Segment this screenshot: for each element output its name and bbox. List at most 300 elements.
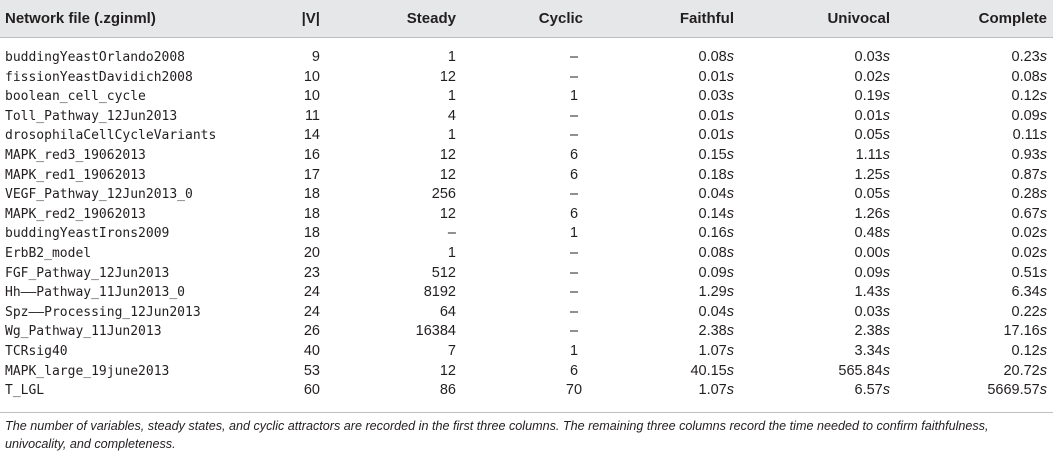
cell-univocal (855, 69, 890, 85)
cell-network-file: Wg_Pathway_11Jun2013 (5, 324, 162, 340)
time-unit: s (882, 382, 890, 399)
cell-cyclic-value: – (569, 284, 579, 301)
cell-cyclic-value: 6 (569, 362, 579, 379)
cell-v-value: 11 (304, 107, 320, 124)
cell-cyclic-value: 1 (569, 225, 579, 242)
cell-univocal (855, 265, 890, 281)
cell-network-file: buddingYeastOrlando2008 (5, 50, 186, 65)
cell-v (304, 265, 320, 281)
cell-steady-value: 1 (447, 88, 456, 105)
time-unit: s (1039, 362, 1047, 379)
cell-complete (1012, 245, 1047, 261)
time-unit: s (726, 362, 734, 379)
time-unit: s (1039, 382, 1047, 399)
cell-network-file: buddingYeastIrons2009 (5, 226, 170, 242)
cell-steady (448, 127, 456, 143)
table-row (0, 303, 1053, 323)
cell-univocal-value: 0.48 (854, 225, 883, 242)
cell-steady (448, 88, 456, 104)
time-unit: s (726, 107, 734, 124)
cell-complete-value: 5669.57 (987, 382, 1040, 399)
cell-v-value: 26 (303, 323, 320, 340)
table-row (0, 224, 1053, 244)
cell-network-file: T_LGL (5, 383, 45, 399)
time-unit: s (882, 107, 890, 124)
cell-steady-value: 1 (447, 127, 456, 144)
time-unit: s (1039, 147, 1047, 163)
cell-steady-value: 12 (439, 166, 456, 183)
cell-univocal (855, 49, 890, 65)
time-unit: s (1039, 245, 1047, 261)
cell-univocal (855, 382, 890, 398)
time-unit: s (1039, 205, 1047, 222)
header-univocal: Univocal (827, 10, 890, 27)
cell-steady (416, 323, 456, 339)
cell-complete-value: 0.08 (1011, 68, 1040, 85)
table-row (0, 107, 1053, 127)
cell-univocal-value: 1.43 (854, 284, 883, 301)
time-unit: s (882, 49, 890, 65)
cell-faithful-value: 1.29 (698, 284, 727, 301)
time-unit: s (882, 303, 890, 320)
cell-univocal-value: 1.25 (854, 166, 883, 183)
cell-complete-value: 0.02 (1011, 245, 1040, 261)
cell-v (304, 304, 320, 320)
time-unit: s (882, 147, 890, 163)
table-row (0, 87, 1053, 107)
cell-univocal (855, 304, 890, 320)
cell-steady-value: 7 (447, 343, 456, 359)
time-unit: s (882, 166, 890, 183)
cell-complete-value: 0.28 (1011, 186, 1040, 203)
cell-complete-value: 0.87 (1011, 166, 1040, 183)
cell-univocal (855, 127, 890, 143)
cell-univocal-value: 0.05 (854, 186, 883, 203)
cell-faithful-value: 40.15 (690, 362, 727, 379)
cell-faithful (699, 49, 734, 65)
cell-univocal-value: 6.57 (854, 382, 883, 399)
cell-network-file: VEGF_Pathway_12Jun2013_0 (5, 187, 193, 203)
cell-network-file: MAPK_large_19june2013 (5, 363, 170, 379)
cell-faithful (699, 147, 734, 163)
cell-steady (440, 69, 456, 85)
cell-v-value: 10 (303, 88, 320, 105)
cell-complete (1012, 167, 1047, 183)
cell-cyclic-value: 70 (565, 382, 583, 399)
cell-univocal (856, 147, 890, 163)
time-unit: s (726, 382, 734, 399)
cell-v (304, 363, 320, 379)
cell-univocal (855, 108, 890, 124)
time-unit: s (882, 68, 890, 85)
cell-v (304, 284, 320, 300)
cell-network-file: FGF_Pathway_12Jun2013 (5, 265, 170, 281)
cell-complete-value: 0.93 (1011, 147, 1040, 163)
cell-network-file: Spz——Processing_12Jun2013 (5, 304, 201, 320)
time-unit: s (726, 245, 734, 261)
time-unit: s (726, 264, 734, 281)
cell-complete (1012, 186, 1047, 202)
cell-network-file: Toll_Pathway_12Jun2013 (5, 108, 178, 124)
table-header (0, 0, 1053, 37)
cell-complete-value: 0.67 (1011, 205, 1040, 222)
time-unit: s (726, 303, 734, 320)
cell-steady (448, 49, 456, 65)
cell-faithful-value: 0.01 (698, 107, 727, 124)
cell-cyclic-value: – (569, 186, 579, 203)
cell-cyclic-value: – (569, 107, 579, 124)
time-unit: s (726, 205, 734, 222)
cell-univocal-value: 3.34 (854, 343, 883, 359)
cell-v-value: 18 (303, 186, 320, 203)
cell-complete-value: 0.02 (1011, 225, 1040, 242)
cell-network-file: drosophilaCellCycleVariants (5, 128, 217, 144)
cell-faithful-value: 0.09 (698, 264, 727, 281)
time-unit: s (882, 362, 890, 379)
cell-cyclic (556, 245, 592, 261)
time-unit: s (726, 166, 734, 183)
table-row (0, 362, 1053, 382)
cell-univocal-value: 0.03 (854, 303, 883, 320)
cell-cyclic-value: – (569, 127, 579, 144)
cell-steady-value: 4 (447, 107, 456, 124)
cell-v (305, 108, 320, 124)
cell-faithful (699, 245, 734, 261)
cell-network-file: MAPK_red3_19062013 (5, 148, 146, 163)
cell-complete (1012, 225, 1047, 241)
cell-v (304, 186, 320, 202)
cell-univocal (855, 186, 890, 202)
cell-faithful-value: 0.08 (698, 245, 727, 261)
time-unit: s (726, 68, 734, 85)
cell-univocal-value: 0.09 (854, 264, 883, 281)
cell-cyclic (556, 69, 592, 85)
time-unit: s (882, 343, 890, 359)
time-unit: s (1039, 166, 1047, 183)
time-unit: s (882, 225, 890, 242)
table-row (0, 264, 1053, 284)
cell-steady-value: 12 (439, 362, 456, 379)
cell-v-value: 18 (303, 225, 320, 242)
table-row (0, 68, 1053, 88)
time-unit: s (726, 88, 734, 105)
cell-v-value: 60 (303, 382, 320, 399)
cell-steady-value: 1 (447, 49, 456, 65)
cell-network-file: TCRsig40 (5, 344, 68, 359)
header-faithful: Faithful (679, 10, 734, 27)
cell-steady (440, 304, 456, 320)
cell-complete-value: 0.23 (1011, 49, 1040, 65)
cell-univocal (855, 343, 890, 359)
table-row (0, 322, 1053, 342)
cell-faithful-value: 0.14 (698, 205, 727, 222)
time-unit: s (1039, 284, 1047, 301)
cell-v (304, 382, 320, 398)
cell-v-value: 17 (303, 166, 320, 183)
cell-complete (1012, 343, 1047, 359)
cell-steady-value: 86 (439, 382, 456, 399)
cell-cyclic-value: – (569, 264, 579, 281)
cell-complete (1003, 323, 1047, 339)
cell-univocal-value: 1.26 (854, 205, 883, 222)
cell-v-value: 24 (303, 284, 320, 301)
table-caption: The number of variables, steady states, and cyclic attractors are recorded in the first three columns. The remaining three columns record the time needed to confirm faithfulness, univocality, and completeness. (5, 419, 989, 451)
bottom-rule (0, 412, 1053, 413)
cell-network-file: MAPK_red1_19062013 (5, 167, 146, 183)
cell-cyclic-value: 1 (569, 88, 579, 105)
cell-univocal-value: 0.02 (854, 68, 883, 85)
cell-v-value: 9 (311, 49, 320, 65)
cell-faithful (699, 206, 734, 222)
cell-faithful (699, 382, 734, 398)
time-unit: s (1039, 68, 1047, 85)
cell-cyclic-value: – (569, 303, 579, 320)
cell-univocal-value: 1.11 (855, 147, 883, 163)
cell-faithful-value: 1.07 (698, 343, 727, 359)
header-steady: Steady (406, 10, 456, 27)
cell-complete (1012, 49, 1047, 65)
cell-steady (440, 147, 456, 163)
cell-univocal (855, 206, 890, 222)
cell-faithful-value: 0.01 (698, 68, 727, 85)
table-row (0, 146, 1053, 166)
time-unit: s (726, 284, 734, 301)
cell-faithful (699, 108, 734, 124)
cell-cyclic (556, 49, 592, 65)
table-row (0, 185, 1053, 205)
cell-complete (1013, 127, 1047, 143)
table-row (0, 342, 1053, 362)
time-unit: s (726, 147, 734, 163)
table-row (0, 166, 1053, 186)
cell-v (304, 69, 320, 85)
cell-v (304, 323, 320, 339)
cell-univocal-value: 0.03 (854, 49, 883, 65)
cell-faithful (699, 284, 734, 300)
cell-network-file: ErbB2_model (5, 246, 92, 261)
cell-steady-value: 1 (447, 245, 456, 261)
time-unit: s (1039, 323, 1047, 340)
cell-v (312, 49, 320, 65)
cell-univocal-value: 0.05 (854, 127, 883, 144)
cell-steady (424, 284, 456, 300)
cell-v (304, 147, 320, 163)
cell-complete (1012, 284, 1047, 300)
cell-univocal-value: 0.00 (854, 245, 883, 261)
cell-v-value: 53 (303, 362, 320, 379)
time-unit: s (882, 284, 890, 301)
cell-univocal-value: 565.84 (838, 362, 883, 379)
cell-complete (1012, 108, 1047, 124)
time-unit: s (1039, 303, 1047, 320)
cell-v (304, 206, 320, 222)
table-row (0, 126, 1053, 146)
cell-faithful-value: 1.07 (698, 382, 727, 399)
cell-complete-value: 0.51 (1011, 264, 1040, 281)
header-complete: Complete (978, 10, 1047, 27)
cell-cyclic (556, 127, 592, 143)
cell-cyclic-value: 1 (569, 343, 579, 359)
cell-cyclic (556, 382, 592, 398)
cell-faithful (699, 225, 734, 241)
cell-complete (1012, 147, 1047, 163)
time-unit: s (1039, 127, 1047, 144)
cell-univocal (855, 88, 890, 104)
time-unit: s (882, 245, 890, 261)
cell-complete (1012, 265, 1047, 281)
cell-steady (432, 186, 456, 202)
cell-cyclic (556, 323, 592, 339)
cell-faithful (699, 323, 734, 339)
cell-steady-value: 512 (431, 264, 456, 281)
cell-faithful-value: 0.08 (698, 49, 727, 65)
cell-faithful (699, 304, 734, 320)
time-unit: s (726, 127, 734, 144)
cell-cyclic (556, 343, 592, 359)
cell-cyclic-value: 6 (569, 147, 579, 163)
cell-steady (440, 382, 456, 398)
cell-cyclic (556, 88, 592, 104)
cell-complete-value: 0.22 (1011, 303, 1040, 320)
cell-cyclic (556, 225, 592, 241)
cell-faithful (699, 167, 734, 183)
cell-steady (448, 245, 456, 261)
cell-v-value: 10 (303, 68, 320, 85)
cell-cyclic (556, 363, 592, 379)
cell-complete (987, 382, 1047, 398)
table-row (0, 48, 1053, 68)
cell-cyclic (556, 186, 592, 202)
time-unit: s (1039, 186, 1047, 203)
cell-v (304, 225, 320, 241)
cell-cyclic (556, 147, 592, 163)
cell-steady-value: 16384 (415, 323, 456, 340)
cell-univocal-value: 2.38 (854, 323, 883, 340)
cell-v (304, 127, 320, 143)
table-row (0, 244, 1053, 264)
cell-steady-value: 12 (439, 205, 456, 222)
cell-complete-value: 6.34 (1011, 284, 1040, 301)
cell-cyclic (556, 265, 592, 281)
cell-complete (1012, 304, 1047, 320)
header-v: |V| (301, 10, 320, 27)
cell-complete (1012, 88, 1047, 104)
cell-network-file: boolean_cell_cycle (5, 89, 146, 105)
cell-network-file: MAPK_red2_19062013 (5, 206, 146, 222)
cell-v-value: 18 (303, 205, 320, 222)
table-row (0, 283, 1053, 303)
time-unit: s (882, 323, 890, 340)
time-unit: s (726, 49, 734, 65)
cell-v (304, 245, 320, 261)
time-unit: s (882, 88, 890, 105)
cell-faithful (699, 69, 734, 85)
time-unit: s (1039, 49, 1047, 65)
cell-steady (440, 167, 456, 183)
cell-v (304, 88, 320, 104)
time-unit: s (1039, 343, 1047, 359)
cell-univocal (855, 225, 890, 241)
cell-network-file: fissionYeastDavidich2008 (5, 69, 193, 85)
cell-v-value: 40 (303, 343, 320, 359)
cell-complete-value: 0.11 (1012, 127, 1040, 144)
time-unit: s (1039, 225, 1047, 242)
cell-faithful-value: 0.04 (698, 186, 727, 203)
cell-steady (432, 265, 456, 281)
cell-v-value: 16 (303, 147, 320, 163)
cell-steady-value: 12 (439, 68, 456, 85)
cell-cyclic-value: – (569, 49, 579, 65)
cell-faithful-value: 0.03 (698, 88, 727, 105)
cell-faithful (699, 343, 734, 359)
cell-steady-value: 256 (431, 186, 456, 203)
cell-univocal (855, 167, 890, 183)
cell-steady (448, 343, 456, 359)
cell-faithful (699, 88, 734, 104)
cell-complete-value: 0.12 (1011, 88, 1040, 105)
time-unit: s (726, 323, 734, 340)
cell-faithful (699, 186, 734, 202)
cell-cyclic (556, 304, 592, 320)
cell-complete-value: 0.09 (1011, 107, 1040, 124)
cell-v (304, 343, 320, 359)
cell-steady (448, 225, 456, 241)
cell-cyclic (556, 167, 592, 183)
cell-faithful-value: 2.38 (698, 323, 727, 340)
cell-cyclic-value: 6 (569, 205, 579, 222)
cell-univocal-value: 0.01 (854, 107, 883, 124)
cell-network-file: Hh——Pathway_11Jun2013_0 (5, 285, 186, 301)
header-rule (0, 37, 1053, 38)
cell-faithful-value: 0.01 (698, 127, 727, 144)
cell-cyclic (556, 108, 592, 124)
cell-v-value: 20 (303, 245, 320, 261)
time-unit: s (882, 264, 890, 281)
header-network-file: Network file (.zginml) (5, 10, 156, 27)
time-unit: s (1039, 107, 1047, 124)
cell-faithful (699, 127, 734, 143)
cell-steady-value: 64 (439, 303, 456, 320)
cell-cyclic-value: – (569, 323, 579, 340)
table-row (0, 205, 1053, 225)
cell-steady (440, 206, 456, 222)
cell-cyclic (556, 206, 592, 222)
cell-v-value: 14 (303, 127, 320, 144)
cell-complete (1003, 363, 1047, 379)
cell-v-value: 23 (303, 264, 320, 281)
cell-complete (1012, 69, 1047, 85)
time-unit: s (882, 205, 890, 222)
cell-cyclic-value: – (569, 68, 579, 85)
cell-univocal-value: 0.19 (854, 88, 883, 105)
cell-faithful (699, 265, 734, 281)
cell-univocal (855, 323, 890, 339)
cell-cyclic (556, 284, 592, 300)
cell-steady-value: 12 (439, 147, 456, 163)
cell-faithful-value: 0.04 (698, 303, 727, 320)
cell-complete-value: 20.72 (1003, 362, 1040, 379)
time-unit: s (1039, 88, 1047, 105)
cell-complete (1012, 206, 1047, 222)
cell-univocal (838, 363, 890, 379)
cell-steady-value: 8192 (423, 284, 456, 301)
time-unit: s (726, 225, 734, 242)
time-unit: s (882, 186, 890, 203)
cell-faithful-value: 0.18 (698, 166, 727, 183)
cell-univocal (855, 284, 890, 300)
cell-steady (440, 363, 456, 379)
cell-cyclic-value: – (569, 245, 579, 261)
